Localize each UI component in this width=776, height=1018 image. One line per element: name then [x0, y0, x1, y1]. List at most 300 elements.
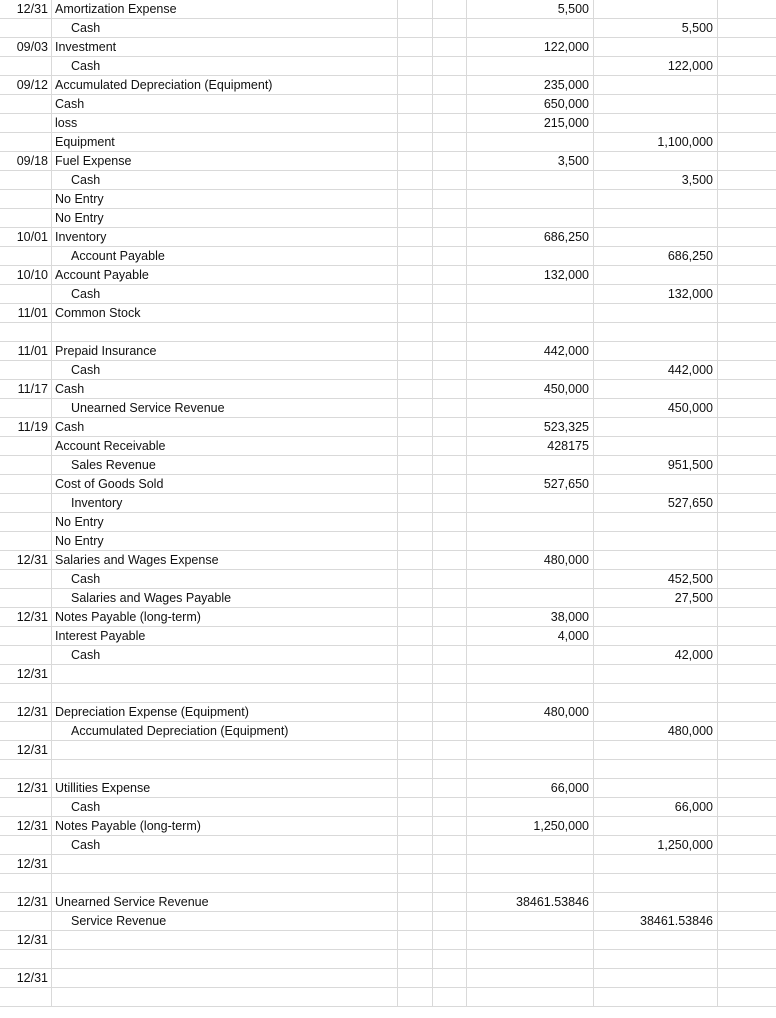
account-cell[interactable]: Utillities Expense	[52, 779, 398, 797]
debit-cell[interactable]: 1,250,000	[466, 817, 594, 835]
date-cell[interactable]	[0, 57, 52, 75]
empty-cell[interactable]	[432, 855, 467, 873]
credit-cell[interactable]	[594, 665, 718, 683]
debit-cell[interactable]: 5,500	[466, 0, 594, 18]
empty-cell[interactable]	[432, 532, 467, 550]
debit-cell[interactable]	[466, 532, 594, 550]
empty-cell[interactable]	[718, 361, 776, 379]
empty-cell[interactable]	[718, 760, 776, 778]
debit-cell[interactable]	[466, 399, 594, 417]
credit-cell[interactable]: 1,250,000	[594, 836, 718, 854]
empty-cell[interactable]	[432, 342, 467, 360]
empty-cell[interactable]	[398, 133, 433, 151]
debit-cell[interactable]	[466, 969, 594, 987]
debit-cell[interactable]	[466, 133, 594, 151]
empty-cell[interactable]	[432, 627, 467, 645]
empty-cell[interactable]	[718, 798, 776, 816]
empty-cell[interactable]	[398, 304, 433, 322]
debit-cell[interactable]: 38,000	[466, 608, 594, 626]
empty-cell[interactable]	[432, 494, 467, 512]
empty-cell[interactable]	[718, 285, 776, 303]
credit-cell[interactable]	[594, 817, 718, 835]
empty-cell[interactable]	[432, 779, 467, 797]
empty-cell[interactable]	[398, 684, 433, 702]
date-cell[interactable]	[0, 323, 52, 341]
credit-cell[interactable]	[594, 703, 718, 721]
credit-cell[interactable]: 38461.53846	[594, 912, 718, 930]
date-cell[interactable]: 12/31	[0, 0, 52, 18]
credit-cell[interactable]	[594, 209, 718, 227]
credit-cell[interactable]	[594, 437, 718, 455]
empty-cell[interactable]	[718, 380, 776, 398]
empty-cell[interactable]	[718, 0, 776, 18]
credit-cell[interactable]	[594, 323, 718, 341]
account-cell[interactable]: Cash	[52, 798, 398, 816]
empty-cell[interactable]	[432, 266, 467, 284]
date-cell[interactable]: 12/31	[0, 817, 52, 835]
date-cell[interactable]	[0, 95, 52, 113]
debit-cell[interactable]	[466, 304, 594, 322]
date-cell[interactable]	[0, 798, 52, 816]
date-cell[interactable]	[0, 361, 52, 379]
empty-cell[interactable]	[432, 304, 467, 322]
account-cell[interactable]: Interest Payable	[52, 627, 398, 645]
empty-cell[interactable]	[398, 589, 433, 607]
debit-cell[interactable]: 66,000	[466, 779, 594, 797]
empty-cell[interactable]	[398, 494, 433, 512]
empty-cell[interactable]	[398, 380, 433, 398]
empty-cell[interactable]	[718, 19, 776, 37]
empty-cell[interactable]	[432, 57, 467, 75]
empty-cell[interactable]	[398, 114, 433, 132]
account-cell[interactable]: Amortization Expense	[52, 0, 398, 18]
credit-cell[interactable]: 42,000	[594, 646, 718, 664]
debit-cell[interactable]: 122,000	[466, 38, 594, 56]
empty-cell[interactable]	[398, 817, 433, 835]
debit-cell[interactable]	[466, 798, 594, 816]
empty-cell[interactable]	[718, 969, 776, 987]
empty-cell[interactable]	[718, 931, 776, 949]
empty-cell[interactable]	[432, 247, 467, 265]
empty-cell[interactable]	[432, 228, 467, 246]
empty-cell[interactable]	[398, 665, 433, 683]
debit-cell[interactable]: 480,000	[466, 551, 594, 569]
empty-cell[interactable]	[432, 76, 467, 94]
debit-cell[interactable]	[466, 722, 594, 740]
credit-cell[interactable]: 3,500	[594, 171, 718, 189]
empty-cell[interactable]	[432, 722, 467, 740]
empty-cell[interactable]	[398, 19, 433, 37]
date-cell[interactable]: 12/31	[0, 741, 52, 759]
empty-cell[interactable]	[718, 722, 776, 740]
empty-cell[interactable]	[398, 152, 433, 170]
date-cell[interactable]	[0, 836, 52, 854]
credit-cell[interactable]: 450,000	[594, 399, 718, 417]
account-cell[interactable]: Cash	[52, 570, 398, 588]
empty-cell[interactable]	[398, 608, 433, 626]
empty-cell[interactable]	[432, 437, 467, 455]
empty-cell[interactable]	[398, 646, 433, 664]
empty-cell[interactable]	[718, 912, 776, 930]
debit-cell[interactable]	[466, 323, 594, 341]
empty-cell[interactable]	[718, 494, 776, 512]
empty-cell[interactable]	[432, 418, 467, 436]
empty-cell[interactable]	[398, 513, 433, 531]
empty-cell[interactable]	[398, 855, 433, 873]
account-cell[interactable]	[52, 665, 398, 683]
empty-cell[interactable]	[398, 551, 433, 569]
empty-cell[interactable]	[718, 304, 776, 322]
debit-cell[interactable]	[466, 912, 594, 930]
date-cell[interactable]	[0, 247, 52, 265]
debit-cell[interactable]: 235,000	[466, 76, 594, 94]
date-cell[interactable]	[0, 722, 52, 740]
date-cell[interactable]	[0, 760, 52, 778]
credit-cell[interactable]	[594, 874, 718, 892]
account-cell[interactable]: Cash	[52, 285, 398, 303]
date-cell[interactable]	[0, 114, 52, 132]
account-cell[interactable]: Fuel Expense	[52, 152, 398, 170]
date-cell[interactable]: 12/31	[0, 608, 52, 626]
account-cell[interactable]: Notes Payable (long-term)	[52, 608, 398, 626]
empty-cell[interactable]	[398, 285, 433, 303]
credit-cell[interactable]	[594, 95, 718, 113]
account-cell[interactable]: Account Payable	[52, 247, 398, 265]
date-cell[interactable]	[0, 399, 52, 417]
empty-cell[interactable]	[432, 95, 467, 113]
empty-cell[interactable]	[718, 532, 776, 550]
date-cell[interactable]: 11/01	[0, 304, 52, 322]
account-cell[interactable]: Cost of Goods Sold	[52, 475, 398, 493]
date-cell[interactable]: 09/18	[0, 152, 52, 170]
empty-cell[interactable]	[718, 475, 776, 493]
account-cell[interactable]: loss	[52, 114, 398, 132]
debit-cell[interactable]: 132,000	[466, 266, 594, 284]
account-cell[interactable]	[52, 950, 398, 968]
credit-cell[interactable]	[594, 475, 718, 493]
empty-cell[interactable]	[398, 418, 433, 436]
credit-cell[interactable]	[594, 893, 718, 911]
empty-cell[interactable]	[718, 437, 776, 455]
credit-cell[interactable]: 527,650	[594, 494, 718, 512]
credit-cell[interactable]	[594, 114, 718, 132]
empty-cell[interactable]	[432, 817, 467, 835]
credit-cell[interactable]	[594, 190, 718, 208]
debit-cell[interactable]	[466, 456, 594, 474]
date-cell[interactable]: 12/31	[0, 893, 52, 911]
account-cell[interactable]: Salaries and Wages Payable	[52, 589, 398, 607]
empty-cell[interactable]	[432, 893, 467, 911]
empty-cell[interactable]	[718, 133, 776, 151]
empty-cell[interactable]	[718, 247, 776, 265]
debit-cell[interactable]: 4,000	[466, 627, 594, 645]
empty-cell[interactable]	[432, 874, 467, 892]
credit-cell[interactable]: 132,000	[594, 285, 718, 303]
empty-cell[interactable]	[718, 893, 776, 911]
empty-cell[interactable]	[398, 209, 433, 227]
empty-cell[interactable]	[718, 209, 776, 227]
date-cell[interactable]	[0, 171, 52, 189]
empty-cell[interactable]	[718, 589, 776, 607]
empty-cell[interactable]	[718, 817, 776, 835]
debit-cell[interactable]	[466, 513, 594, 531]
empty-cell[interactable]	[718, 836, 776, 854]
debit-cell[interactable]: 480,000	[466, 703, 594, 721]
account-cell[interactable]	[52, 874, 398, 892]
date-cell[interactable]: 09/03	[0, 38, 52, 56]
empty-cell[interactable]	[432, 114, 467, 132]
empty-cell[interactable]	[718, 627, 776, 645]
empty-cell[interactable]	[718, 988, 776, 1006]
empty-cell[interactable]	[718, 323, 776, 341]
debit-cell[interactable]	[466, 361, 594, 379]
empty-cell[interactable]	[398, 779, 433, 797]
credit-cell[interactable]: 5,500	[594, 19, 718, 37]
account-cell[interactable]	[52, 931, 398, 949]
empty-cell[interactable]	[718, 874, 776, 892]
date-cell[interactable]: 10/01	[0, 228, 52, 246]
debit-cell[interactable]	[466, 570, 594, 588]
empty-cell[interactable]	[432, 285, 467, 303]
debit-cell[interactable]	[466, 646, 594, 664]
debit-cell[interactable]: 428175	[466, 437, 594, 455]
date-cell[interactable]: 12/31	[0, 551, 52, 569]
account-cell[interactable]: Cash	[52, 171, 398, 189]
account-cell[interactable]	[52, 969, 398, 987]
empty-cell[interactable]	[432, 684, 467, 702]
credit-cell[interactable]	[594, 0, 718, 18]
date-cell[interactable]: 11/17	[0, 380, 52, 398]
empty-cell[interactable]	[718, 152, 776, 170]
account-cell[interactable]: Salaries and Wages Expense	[52, 551, 398, 569]
empty-cell[interactable]	[718, 551, 776, 569]
account-cell[interactable]: Cash	[52, 646, 398, 664]
credit-cell[interactable]: 1,100,000	[594, 133, 718, 151]
account-cell[interactable]: Cash	[52, 361, 398, 379]
debit-cell[interactable]	[466, 589, 594, 607]
credit-cell[interactable]: 27,500	[594, 589, 718, 607]
date-cell[interactable]	[0, 532, 52, 550]
account-cell[interactable]: Account Receivable	[52, 437, 398, 455]
account-cell[interactable]	[52, 988, 398, 1006]
empty-cell[interactable]	[398, 798, 433, 816]
empty-cell[interactable]	[718, 95, 776, 113]
empty-cell[interactable]	[398, 342, 433, 360]
account-cell[interactable]: Account Payable	[52, 266, 398, 284]
credit-cell[interactable]	[594, 950, 718, 968]
account-cell[interactable]: No Entry	[52, 190, 398, 208]
debit-cell[interactable]: 527,650	[466, 475, 594, 493]
credit-cell[interactable]	[594, 969, 718, 987]
account-cell[interactable]: Cash	[52, 57, 398, 75]
date-cell[interactable]	[0, 494, 52, 512]
credit-cell[interactable]	[594, 380, 718, 398]
debit-cell[interactable]	[466, 494, 594, 512]
account-cell[interactable]: Service Revenue	[52, 912, 398, 930]
empty-cell[interactable]	[432, 551, 467, 569]
empty-cell[interactable]	[718, 665, 776, 683]
empty-cell[interactable]	[398, 969, 433, 987]
date-cell[interactable]: 11/19	[0, 418, 52, 436]
account-cell[interactable]: Cash	[52, 380, 398, 398]
debit-cell[interactable]: 3,500	[466, 152, 594, 170]
credit-cell[interactable]: 66,000	[594, 798, 718, 816]
empty-cell[interactable]	[432, 665, 467, 683]
empty-cell[interactable]	[398, 456, 433, 474]
credit-cell[interactable]	[594, 684, 718, 702]
account-cell[interactable]: No Entry	[52, 532, 398, 550]
empty-cell[interactable]	[718, 703, 776, 721]
account-cell[interactable]	[52, 684, 398, 702]
empty-cell[interactable]	[718, 646, 776, 664]
debit-cell[interactable]	[466, 874, 594, 892]
empty-cell[interactable]	[718, 684, 776, 702]
credit-cell[interactable]	[594, 760, 718, 778]
debit-cell[interactable]	[466, 741, 594, 759]
account-cell[interactable]	[52, 760, 398, 778]
account-cell[interactable]: Sales Revenue	[52, 456, 398, 474]
empty-cell[interactable]	[718, 741, 776, 759]
debit-cell[interactable]: 215,000	[466, 114, 594, 132]
empty-cell[interactable]	[432, 456, 467, 474]
account-cell[interactable]: Unearned Service Revenue	[52, 893, 398, 911]
date-cell[interactable]	[0, 646, 52, 664]
date-cell[interactable]: 12/31	[0, 931, 52, 949]
debit-cell[interactable]	[466, 855, 594, 873]
empty-cell[interactable]	[432, 912, 467, 930]
empty-cell[interactable]	[432, 152, 467, 170]
empty-cell[interactable]	[432, 171, 467, 189]
empty-cell[interactable]	[398, 988, 433, 1006]
credit-cell[interactable]	[594, 342, 718, 360]
account-cell[interactable]: No Entry	[52, 513, 398, 531]
account-cell[interactable]: Equipment	[52, 133, 398, 151]
empty-cell[interactable]	[398, 912, 433, 930]
debit-cell[interactable]	[466, 684, 594, 702]
empty-cell[interactable]	[718, 114, 776, 132]
debit-cell[interactable]	[466, 950, 594, 968]
debit-cell[interactable]	[466, 931, 594, 949]
credit-cell[interactable]	[594, 741, 718, 759]
empty-cell[interactable]	[432, 969, 467, 987]
empty-cell[interactable]	[718, 779, 776, 797]
empty-cell[interactable]	[718, 513, 776, 531]
debit-cell[interactable]	[466, 285, 594, 303]
date-cell[interactable]	[0, 570, 52, 588]
empty-cell[interactable]	[398, 703, 433, 721]
date-cell[interactable]	[0, 456, 52, 474]
date-cell[interactable]: 10/10	[0, 266, 52, 284]
empty-cell[interactable]	[398, 361, 433, 379]
date-cell[interactable]: 12/31	[0, 703, 52, 721]
empty-cell[interactable]	[718, 171, 776, 189]
credit-cell[interactable]	[594, 988, 718, 1006]
credit-cell[interactable]	[594, 551, 718, 569]
date-cell[interactable]: 09/12	[0, 76, 52, 94]
date-cell[interactable]	[0, 950, 52, 968]
credit-cell[interactable]: 442,000	[594, 361, 718, 379]
empty-cell[interactable]	[398, 475, 433, 493]
empty-cell[interactable]	[432, 19, 467, 37]
credit-cell[interactable]	[594, 152, 718, 170]
empty-cell[interactable]	[398, 570, 433, 588]
empty-cell[interactable]	[398, 741, 433, 759]
empty-cell[interactable]	[432, 513, 467, 531]
empty-cell[interactable]	[398, 722, 433, 740]
credit-cell[interactable]	[594, 266, 718, 284]
account-cell[interactable]: Cash	[52, 95, 398, 113]
debit-cell[interactable]	[466, 171, 594, 189]
empty-cell[interactable]	[398, 57, 433, 75]
date-cell[interactable]: 12/31	[0, 855, 52, 873]
empty-cell[interactable]	[718, 190, 776, 208]
empty-cell[interactable]	[718, 57, 776, 75]
credit-cell[interactable]	[594, 228, 718, 246]
empty-cell[interactable]	[432, 741, 467, 759]
debit-cell[interactable]	[466, 209, 594, 227]
empty-cell[interactable]	[432, 380, 467, 398]
empty-cell[interactable]	[398, 323, 433, 341]
empty-cell[interactable]	[398, 247, 433, 265]
empty-cell[interactable]	[432, 950, 467, 968]
date-cell[interactable]	[0, 209, 52, 227]
debit-cell[interactable]: 686,250	[466, 228, 594, 246]
account-cell[interactable]	[52, 741, 398, 759]
empty-cell[interactable]	[398, 95, 433, 113]
empty-cell[interactable]	[718, 950, 776, 968]
empty-cell[interactable]	[718, 570, 776, 588]
date-cell[interactable]	[0, 190, 52, 208]
empty-cell[interactable]	[432, 399, 467, 417]
date-cell[interactable]: 11/01	[0, 342, 52, 360]
empty-cell[interactable]	[718, 76, 776, 94]
date-cell[interactable]	[0, 874, 52, 892]
credit-cell[interactable]: 122,000	[594, 57, 718, 75]
debit-cell[interactable]	[466, 836, 594, 854]
empty-cell[interactable]	[432, 209, 467, 227]
account-cell[interactable]: Cash	[52, 418, 398, 436]
empty-cell[interactable]	[432, 38, 467, 56]
empty-cell[interactable]	[398, 627, 433, 645]
empty-cell[interactable]	[398, 931, 433, 949]
date-cell[interactable]	[0, 627, 52, 645]
debit-cell[interactable]: 442,000	[466, 342, 594, 360]
date-cell[interactable]	[0, 912, 52, 930]
date-cell[interactable]	[0, 285, 52, 303]
empty-cell[interactable]	[398, 190, 433, 208]
empty-cell[interactable]	[398, 532, 433, 550]
empty-cell[interactable]	[432, 190, 467, 208]
empty-cell[interactable]	[398, 0, 433, 18]
date-cell[interactable]: 12/31	[0, 779, 52, 797]
empty-cell[interactable]	[398, 836, 433, 854]
empty-cell[interactable]	[432, 475, 467, 493]
account-cell[interactable]: Accumulated Depreciation (Equipment)	[52, 76, 398, 94]
account-cell[interactable]: Cash	[52, 836, 398, 854]
account-cell[interactable]: Accumulated Depreciation (Equipment)	[52, 722, 398, 740]
credit-cell[interactable]: 951,500	[594, 456, 718, 474]
empty-cell[interactable]	[398, 893, 433, 911]
date-cell[interactable]	[0, 513, 52, 531]
empty-cell[interactable]	[398, 437, 433, 455]
debit-cell[interactable]	[466, 19, 594, 37]
empty-cell[interactable]	[718, 342, 776, 360]
date-cell[interactable]	[0, 475, 52, 493]
empty-cell[interactable]	[432, 988, 467, 1006]
credit-cell[interactable]	[594, 418, 718, 436]
empty-cell[interactable]	[718, 38, 776, 56]
empty-cell[interactable]	[398, 76, 433, 94]
